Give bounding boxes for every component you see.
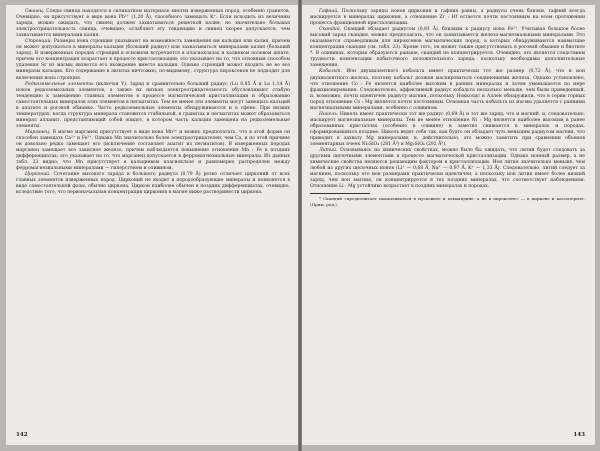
paragraph-hafnium (310, 9, 585, 27)
left-page (6, 5, 298, 445)
paragraph-rare-earth (16, 82, 290, 130)
paragraph-body: Скандий обладает радиусом (0,81 Å), близким к радиусу иона Fe²⁺. Учитывая большое более высокий заряд скандия, можно предполагать, что он захватывается железо-магнезиальными минералами. Это оказывается справедливым для пироксенов магматических пород, в которых обнаруживаются наивысшие концентрации скандия (см. табл. 23). Кроме того, он может также присутствовать в роговой обманке и биотите *. В оливинах, которые образуются раньше, скандий не концентрируется. Очевидно, это является следствием трудности компенсации избыточного положительного заряда, поскольку необходимы дополнительные замещения. (310, 27, 585, 69)
paragraph-body: Поскольку заряды ионов циркония и гафния равны, а радиусы очень близки, гафний всегда маскируется в минералах циркония, а отношение Zr : Hf остается почти постоянным на всем протяжении процесса фракционной кристаллизации. (310, 9, 585, 27)
paragraph-term: Гафний. (319, 9, 339, 14)
paragraph-body: Размеры иона стронция указывают на возможность замещения им кальция или калия, причем он может допускаться в минералы кальция (больший радиус) или захватываться минералами калия (больший заряд). В изверженных породах стронций в основном встречается в плагиоклазах и калиевом полевом шпате, причем его концентрация возрастает в процессе кристаллизации; это указывает на то, что основным способом удаления Sr из магмы является его вхождение вместо кальция. Однако стронций может входить не во все минералы кальция. Его содержание в авгитах ничтожно, по-видимому, структура пироксенов не подходит для включения иона стронция. (16, 39, 291, 81)
paragraph-body: Основываясь на химических свойствах, можно было бы ожидать, что литий будет следовать за другими щелочными элементами в процессе магматической кристаллизации. Однако ионный размер, а не химические свойства являются решающим фактором в кристаллизации. Ион лития значительно меньше, чем любой из других щелочных ионов (Li⁺ — 0,68 Å, Na⁺ — 0,97 Å, K⁺ — 1,33 Å). Следовательно, литий следует за магнием, поскольку его ион размерами практически идентичен, а поскольку ион лития имеет более низкий заряд, чем ион магния, он концентрируется в тех поздних минералах, что соответствует наблюдениям. Отношение Li : Mg устойчиво возрастает в поздних минералах и породах. (310, 148, 585, 190)
paragraph-body: Следы свинца находятся в силикатном материале многих изверженных пород, особенно гранитов. Очевидно, он присутствует в виде иона Pb²⁺ (1,20 Å), способного замещать K⁺. Если исходить из величины заряда, можно ожидать, что свинец должен захватываться решеткой калия, но значительно бо́льшая электроотрицательность свинца, очевидно, ослабляет эту тенденцию и свинец скорее допускается, чем захватывается минералами калия. (16, 9, 291, 39)
paragraph-lithium (310, 148, 585, 190)
paragraph-body: Сочетание высокого заряда и большого радиуса (0,79 Å) резко отличает цирконий от всех главных элементов изверженных пород. Цирконий не входит в породообразующие минералы и появляется в виде самостоятельной фазы, обычно циркона. Циркон наиболее обычен в поздних дифференциатах, очевидно, вследствие того, что первоначальная концентрация циркония в магме ниже растворимости циркона. (16, 172, 290, 196)
paragraph-term: Литий. (319, 148, 338, 154)
paragraph-manganese (16, 130, 290, 172)
paragraph-term: Кобальт. (319, 69, 342, 75)
paragraph-body: Ион двухвалентного кобальта имеет практически тот же размер (0,72 Å), что и ион двухвалентного железа, поэтому кобальт должен маскироваться соединениями железа. Однако установлено, что отношение Co : Fe является наиболее высоким в ранних минералах и затем уменьшается по мере фракционирования. Следовательно, эффективный радиус кобальта несколько меньше, чем были приведенный, и, возможно, почти идентичен радиусу магния, поскольку Нокколдс и Аллен обнаружили, что в серии горных пород отношение Co : Mg является почти постоянным. Основная часть кобальта из магмы удаляется с ранними магнезиальными минералами, особенно с оливином. (310, 69, 585, 111)
right-page (302, 5, 595, 445)
paragraph-body: Никель имеет практически тот же радиус (0,69 Å) и тот же заряд, что и магний, и, следовательно, маскирует магнезиальные минералы. Тем не менее отношение Ni : Mg является наиболее высоким в ранее образованных кристаллах (особенно в оливине) и заметно снижается в минералах и породах, сформировавшихся позднее. Никель ведет себя так, как будто он обладает чуть меньшим радиусом магния, что приводит к захвату Mg минералами, и, действительно, это можно заметить при сравнении объемов элементарных ячеек Ni₂SiO₄ (281 Å³) и Mg₂SiO₄ (292 Å³). (310, 111, 585, 148)
footnote: * Скандий «предпочитает накапливаться в мусковите и альмандине, а не в пироксене» — в цирконе и касситерите. (Прим. ред.). (310, 196, 585, 207)
page-number: 142 (16, 432, 28, 438)
paragraph-term: Никель. (319, 111, 339, 117)
paragraph-term: Редкоземельные элементы (25, 81, 94, 87)
paragraph-zirconium (16, 172, 290, 196)
paragraph-nickel (310, 112, 585, 148)
left-page-text (16, 9, 290, 196)
paragraph-strontium (16, 39, 290, 81)
right-page-text (310, 9, 585, 207)
paragraph-cobalt (310, 69, 585, 111)
paragraph-lead (16, 9, 290, 39)
paragraph-body: (включая Y). Заряд и сравнительно больший радиус (Lu 0,85 Å и La 1,14 Å) ионов редкоземельных элементов, а также их низкая электроотрицательность обусловливают слабую тенденцию к замещению главных элементов в процессе магматической кристаллизации и образованию самостоятельных минералов этих элементов в пегматитах. Тем не менее эти элементы могут замещать кальций в апатите и роговой обманке. Часто редкоземельные элементы обнаруживаются и в сфене. При низких температурах, когда структура минерала становится стабильной, в гранитах и пегматитах может образоваться минерал алланит, представляющий собой эпидот, в котором часть кальция замещена на редкоземельные элементы. (16, 81, 290, 129)
paragraph-body: В магме марганец присутствует в виде иона Mn²⁺ и можно предполагать, что в этой форме он способен замещать Ca²⁺ и Fe²⁺. Однако Mn значительно более электроотрицателен, чем Ca, и по этой причине он довольно редко замещает его (исключение составляет апатит из пегматитов). В изверженных породах марганец замещает все закисное железо, причем наблюдается повышение отношения Mn : Fe в поздних дифференциатах; это указывает на то, что марганец допускается в ферромагнезиальные минералы. Из данных табл. 23 видно, что Mn присутствует в кальциевом плагиоклазе и равномерно распределен между ферромагнезиальными минералами — гиперстеном и оливином. (16, 129, 290, 172)
paragraph-term: Свинец. (25, 9, 45, 14)
paragraph-term: Марганец. (25, 129, 51, 135)
footnote-rule (310, 193, 370, 194)
paragraph-term: Стронций. (25, 39, 52, 45)
page-number: 143 (573, 432, 585, 438)
paragraph-term: Скандий. (319, 27, 342, 33)
paragraph-term: Цирконий. (25, 172, 51, 178)
paragraph-scandium (310, 27, 585, 69)
